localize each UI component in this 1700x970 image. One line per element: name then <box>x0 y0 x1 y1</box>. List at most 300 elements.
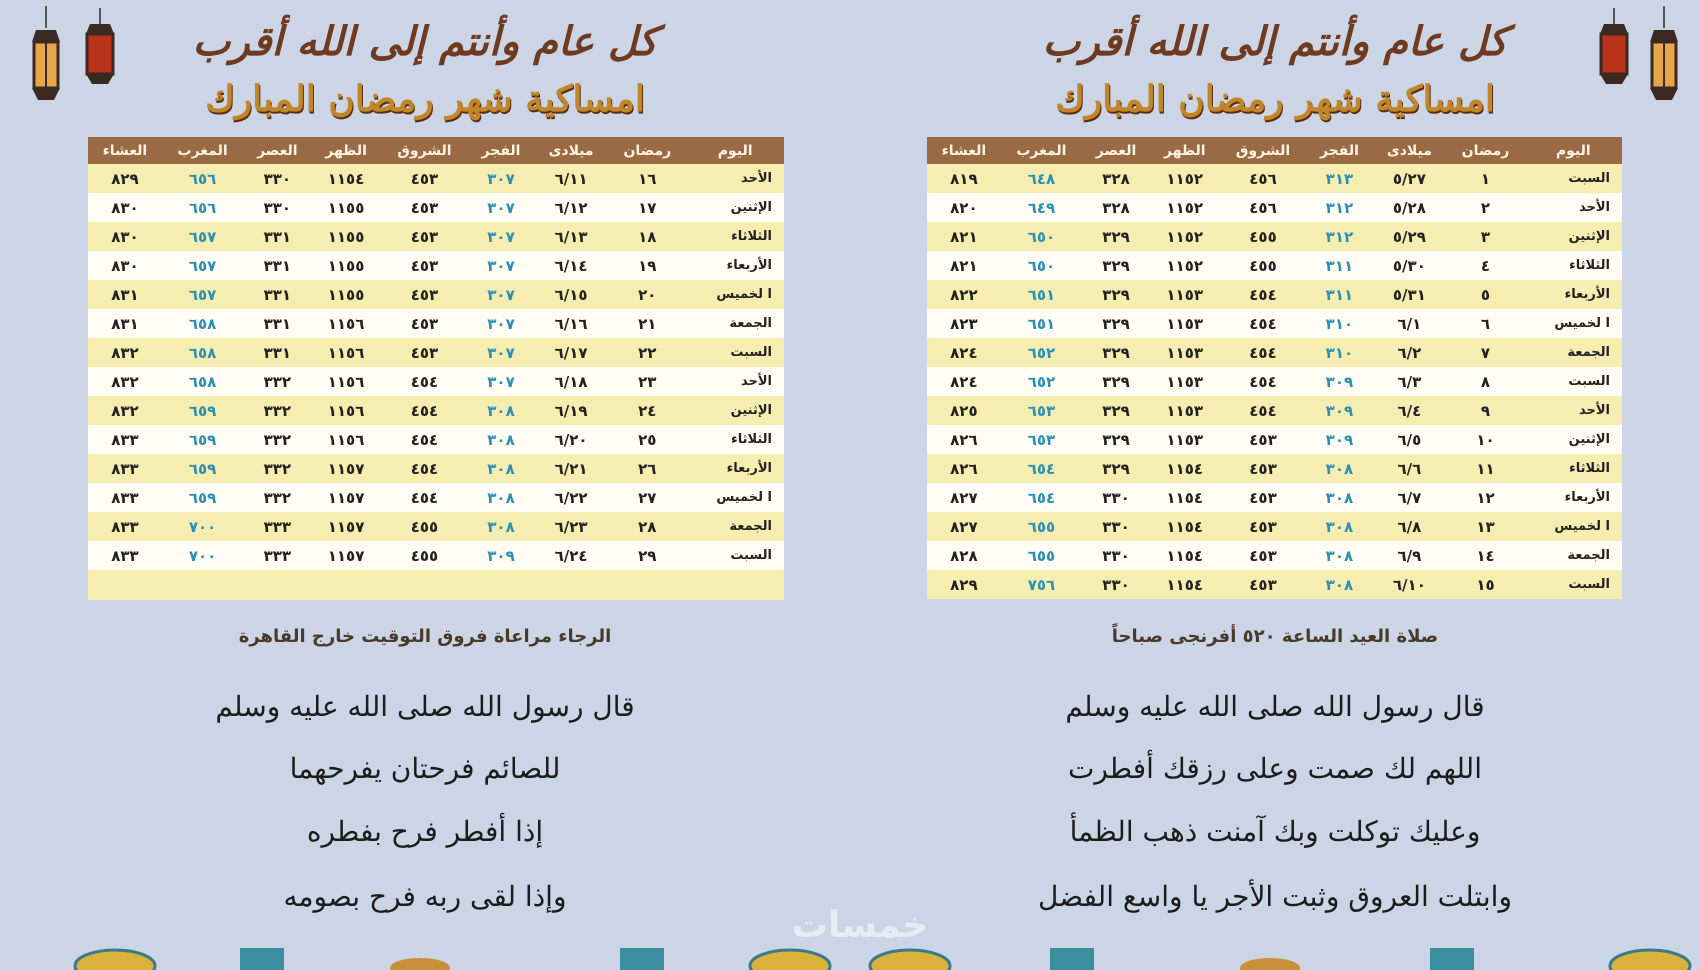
ramadan-cell: ٢٧ <box>608 483 686 512</box>
maghrib-cell: ٦٥٢ <box>1001 367 1082 396</box>
dhuhr-cell: ١١٥٥ <box>311 280 381 309</box>
timing-note: الرجاء مراعاة فروق التوقيت خارج القاهرة <box>238 626 612 647</box>
ramadan-cell: ٩ <box>1447 396 1525 425</box>
day-cell: ا لخميس <box>686 280 784 309</box>
table-row <box>88 425 784 454</box>
asr-cell: ٣٣٢ <box>243 425 311 454</box>
date-cell: ٦/٢٠ <box>534 425 608 454</box>
table-row <box>927 251 1622 280</box>
column-header: اليوم <box>1525 137 1622 164</box>
isha-cell: ٨٣٢ <box>88 338 162 367</box>
maghrib-cell: ٦٤٨ <box>1001 164 1082 193</box>
column-header: الشروق <box>1219 137 1306 164</box>
empty-cell <box>311 570 381 600</box>
ramadan-cell: ٢٥ <box>608 425 686 454</box>
maghrib-cell: ٧٥٦ <box>1001 570 1082 599</box>
day-cell: السبت <box>686 541 784 570</box>
table-row <box>88 454 784 483</box>
column-header: العشاء <box>88 137 162 164</box>
empty-cell <box>468 570 534 600</box>
fajr-cell: ٣٠٧ <box>468 338 534 367</box>
fajr-cell: ٣٠٨ <box>468 454 534 483</box>
day-cell: الإثنين <box>686 193 784 222</box>
column-header: الفجر <box>468 137 534 164</box>
fajr-cell: ٣٠٨ <box>1307 570 1373 599</box>
asr-cell: ٣٣٠ <box>1082 570 1150 599</box>
table-row <box>88 222 784 251</box>
table-row <box>927 222 1622 251</box>
date-cell: ٦/١ <box>1372 309 1446 338</box>
maghrib-cell: ٧٠٠ <box>162 541 243 570</box>
maghrib-cell: ٦٤٩ <box>1001 193 1082 222</box>
empty-cell <box>88 570 162 600</box>
day-cell: السبت <box>686 338 784 367</box>
dhuhr-cell: ١١٥٢ <box>1150 222 1220 251</box>
sunrise-cell: ٤٥٣ <box>381 193 468 222</box>
dhuhr-cell: ١١٥٦ <box>311 396 381 425</box>
maghrib-cell: ٦٥٥ <box>1001 512 1082 541</box>
table-row <box>88 541 784 570</box>
table-row <box>88 338 784 367</box>
sunrise-cell: ٤٥٣ <box>381 280 468 309</box>
table-row <box>927 483 1622 512</box>
empty-cell <box>534 570 608 600</box>
day-cell: الأحد <box>1525 396 1622 425</box>
column-header: الظهر <box>311 137 381 164</box>
sunrise-cell: ٤٥٣ <box>381 251 468 280</box>
asr-cell: ٣٢٩ <box>1082 396 1150 425</box>
maghrib-cell: ٦٥٧ <box>162 251 243 280</box>
page-title: امساكية شهر رمضان المبارك <box>205 78 645 120</box>
sunrise-cell: ٤٥٦ <box>1219 164 1306 193</box>
day-cell: الثلاثاء <box>1525 251 1622 280</box>
ramadan-cell: ٢٠ <box>608 280 686 309</box>
column-header: الفجر <box>1307 137 1373 164</box>
date-cell: ٦/١٨ <box>534 367 608 396</box>
day-cell: الأربعاء <box>686 251 784 280</box>
ramadan-cell: ٢٩ <box>608 541 686 570</box>
asr-cell: ٣٣٢ <box>243 396 311 425</box>
dhuhr-cell: ١١٥٧ <box>311 541 381 570</box>
greeting-calligraphy: كل عام وأنتم إلى الله أقرب <box>192 18 658 65</box>
table-row <box>88 367 784 396</box>
date-cell: ٦/١٥ <box>534 280 608 309</box>
dhuhr-cell: ١١٥٢ <box>1150 193 1220 222</box>
isha-cell: ٨٣٣ <box>88 483 162 512</box>
maghrib-cell: ٦٥٤ <box>1001 454 1082 483</box>
dhuhr-cell: ١١٥٣ <box>1150 338 1220 367</box>
fajr-cell: ٣٠٩ <box>1307 367 1373 396</box>
ramadan-cell: ٧ <box>1447 338 1525 367</box>
empty-cell <box>381 570 468 600</box>
fajr-cell: ٣٠٧ <box>468 222 534 251</box>
dhuhr-cell: ١١٥٦ <box>311 338 381 367</box>
isha-cell: ٨٢٧ <box>927 483 1001 512</box>
fajr-cell: ٣٠٩ <box>1307 425 1373 454</box>
maghrib-cell: ٦٥٤ <box>1001 483 1082 512</box>
table-row <box>927 193 1622 222</box>
isha-cell: ٨٣٢ <box>88 367 162 396</box>
ramadan-cell: ٢ <box>1447 193 1525 222</box>
sunrise-cell: ٤٥٣ <box>1219 425 1306 454</box>
empty-cell <box>686 570 784 600</box>
asr-cell: ٣٢٩ <box>1082 367 1150 396</box>
asr-cell: ٣٢٩ <box>1082 338 1150 367</box>
fajr-cell: ٣٠٨ <box>468 425 534 454</box>
day-cell: الأحد <box>686 164 784 193</box>
dhuhr-cell: ١١٥٤ <box>1150 570 1220 599</box>
isha-cell: ٨٢٣ <box>927 309 1001 338</box>
isha-cell: ٨٣٠ <box>88 222 162 251</box>
isha-cell: ٨٢٥ <box>927 396 1001 425</box>
maghrib-cell: ٦٥٦ <box>162 164 243 193</box>
asr-cell: ٣٣١ <box>243 338 311 367</box>
sunrise-cell: ٤٥٦ <box>1219 193 1306 222</box>
table-row <box>88 193 784 222</box>
ramadan-cell: ١ <box>1447 164 1525 193</box>
table-row <box>88 309 784 338</box>
maghrib-cell: ٦٥٧ <box>162 280 243 309</box>
table-row <box>927 164 1622 193</box>
ramadan-cell: ١١ <box>1447 454 1525 483</box>
date-cell: ٦/٢٢ <box>534 483 608 512</box>
isha-cell: ٨١٩ <box>927 164 1001 193</box>
table-row <box>927 367 1622 396</box>
day-cell: الجمعة <box>1525 338 1622 367</box>
dhuhr-cell: ١١٥٦ <box>311 425 381 454</box>
asr-cell: ٣٢٩ <box>1082 222 1150 251</box>
dhuhr-cell: ١١٥٤ <box>1150 483 1220 512</box>
day-cell: الأربعاء <box>1525 280 1622 309</box>
column-header: المغرب <box>162 137 243 164</box>
fajr-cell: ٣٠٧ <box>468 280 534 309</box>
sunrise-cell: ٤٥٤ <box>1219 396 1306 425</box>
maghrib-cell: ٦٥٠ <box>1001 222 1082 251</box>
ramadan-cell: ٣ <box>1447 222 1525 251</box>
asr-cell: ٣٣٣ <box>243 541 311 570</box>
maghrib-cell: ٦٥٥ <box>1001 541 1082 570</box>
maghrib-cell: ٦٥٨ <box>162 338 243 367</box>
day-cell: الثلاثاء <box>686 425 784 454</box>
date-cell: ٦/٣ <box>1372 367 1446 396</box>
table-row <box>927 396 1622 425</box>
dhuhr-cell: ١١٥٣ <box>1150 280 1220 309</box>
date-cell: ٦/١٧ <box>534 338 608 367</box>
column-header: اليوم <box>686 137 784 164</box>
sunrise-cell: ٤٥٤ <box>381 425 468 454</box>
fajr-cell: ٣١٠ <box>1307 309 1373 338</box>
date-cell: ٥/٣١ <box>1372 280 1446 309</box>
maghrib-cell: ٦٥٢ <box>1001 338 1082 367</box>
column-header: العشاء <box>927 137 1001 164</box>
asr-cell: ٣٢٩ <box>1082 454 1150 483</box>
day-cell: الثلاثاء <box>686 222 784 251</box>
day-cell: ا لخميس <box>1525 512 1622 541</box>
isha-cell: ٨٣٠ <box>88 251 162 280</box>
day-cell: الأحد <box>686 367 784 396</box>
dua-line: وعليك توكلت وبك آمنت ذهب الظمأ <box>1069 815 1481 848</box>
fajr-cell: ٣٠٨ <box>1307 483 1373 512</box>
day-cell: الثلاثاء <box>1525 454 1622 483</box>
asr-cell: ٣٣١ <box>243 251 311 280</box>
ramadan-cell: ١٢ <box>1447 483 1525 512</box>
sunrise-cell: ٤٥٣ <box>1219 541 1306 570</box>
page-title: امساكية شهر رمضان المبارك <box>1055 78 1495 120</box>
table-row <box>927 309 1622 338</box>
day-cell: الجمعة <box>686 512 784 541</box>
table-header-row <box>927 137 1622 164</box>
prayer-times-table <box>927 137 1622 599</box>
date-cell: ٦/٢١ <box>534 454 608 483</box>
sunrise-cell: ٤٥٣ <box>1219 483 1306 512</box>
isha-cell: ٨٣٣ <box>88 454 162 483</box>
isha-cell: ٨٢٩ <box>927 570 1001 599</box>
date-cell: ٦/٥ <box>1372 425 1446 454</box>
fajr-cell: ٣٠٨ <box>1307 512 1373 541</box>
sunrise-cell: ٤٥٣ <box>381 338 468 367</box>
isha-cell: ٨٣٢ <box>88 396 162 425</box>
asr-cell: ٣٣١ <box>243 222 311 251</box>
ramadan-cell: ٢٦ <box>608 454 686 483</box>
maghrib-cell: ٧٠٠ <box>162 512 243 541</box>
maghrib-cell: ٦٥٣ <box>1001 396 1082 425</box>
asr-cell: ٣٣١ <box>243 309 311 338</box>
empty-cell <box>243 570 311 600</box>
day-cell: الأربعاء <box>1525 483 1622 512</box>
empty-cell <box>162 570 243 600</box>
dhuhr-cell: ١١٥٥ <box>311 222 381 251</box>
fajr-cell: ٣٠٨ <box>468 396 534 425</box>
day-cell: الإثنين <box>686 396 784 425</box>
dhuhr-cell: ١١٥٥ <box>311 193 381 222</box>
date-cell: ٦/١٣ <box>534 222 608 251</box>
sunrise-cell: ٤٥٣ <box>381 164 468 193</box>
decorative-border <box>0 940 850 970</box>
prayer-times-table <box>88 137 784 600</box>
ramadan-cell: ١٠ <box>1447 425 1525 454</box>
eid-prayer-note: صلاة العيد الساعة ٥٢٠ أفرنجى صباحاً <box>1111 626 1439 647</box>
date-cell: ٦/١٩ <box>534 396 608 425</box>
date-cell: ٦/١٢ <box>534 193 608 222</box>
day-cell: الأربعاء <box>686 454 784 483</box>
isha-cell: ٨٣١ <box>88 309 162 338</box>
fajr-cell: ٣١١ <box>1307 280 1373 309</box>
asr-cell: ٣٢٨ <box>1082 164 1150 193</box>
date-cell: ٦/٨ <box>1372 512 1446 541</box>
isha-cell: ٨٣٣ <box>88 512 162 541</box>
table-row <box>88 396 784 425</box>
fajr-cell: ٣٠٨ <box>468 512 534 541</box>
maghrib-cell: ٦٥١ <box>1001 309 1082 338</box>
isha-cell: ٨٢٧ <box>927 512 1001 541</box>
dhuhr-cell: ١١٥٤ <box>1150 541 1220 570</box>
date-cell: ٦/٦ <box>1372 454 1446 483</box>
date-cell: ٥/٢٨ <box>1372 193 1446 222</box>
dhuhr-cell: ١١٥٦ <box>311 367 381 396</box>
greeting-calligraphy: كل عام وأنتم إلى الله أقرب <box>1042 18 1508 65</box>
table-row <box>88 512 784 541</box>
ramadan-cell: ١٣ <box>1447 512 1525 541</box>
dua-line: وابتلت العروق وثبت الأجر يا واسع الفضل <box>1038 880 1512 913</box>
fajr-cell: ٣١٣ <box>1307 164 1373 193</box>
asr-cell: ٣٣٠ <box>1082 541 1150 570</box>
ramadan-cell: ١٨ <box>608 222 686 251</box>
table-footer-row <box>88 570 784 600</box>
column-header: ميلادى <box>1372 137 1446 164</box>
ramadan-cell: ١٩ <box>608 251 686 280</box>
column-header: الشروق <box>381 137 468 164</box>
day-cell: الجمعة <box>1525 541 1622 570</box>
asr-cell: ٣٣٠ <box>243 193 311 222</box>
fajr-cell: ٣٠٧ <box>468 193 534 222</box>
dhuhr-cell: ١١٥٢ <box>1150 251 1220 280</box>
ramadan-cell: ٦ <box>1447 309 1525 338</box>
day-cell: الإثنين <box>1525 425 1622 454</box>
asr-cell: ٣٢٩ <box>1082 309 1150 338</box>
table-row <box>88 164 784 193</box>
sunrise-cell: ٤٥٣ <box>1219 512 1306 541</box>
date-cell: ٦/١٦ <box>534 309 608 338</box>
maghrib-cell: ٦٥٧ <box>162 222 243 251</box>
sunrise-cell: ٤٥٤ <box>381 396 468 425</box>
table-row <box>927 338 1622 367</box>
maghrib-cell: ٦٥٨ <box>162 309 243 338</box>
asr-cell: ٣٣٠ <box>1082 483 1150 512</box>
isha-cell: ٨٢٤ <box>927 367 1001 396</box>
dua-line: قال رسول الله صلى الله عليه وسلم <box>1065 690 1485 723</box>
ramadan-cell: ١٧ <box>608 193 686 222</box>
asr-cell: ٣٣٠ <box>243 164 311 193</box>
isha-cell: ٨٢١ <box>927 251 1001 280</box>
day-cell: السبت <box>1525 367 1622 396</box>
sunrise-cell: ٤٥٤ <box>381 367 468 396</box>
day-cell: الأحد <box>1525 193 1622 222</box>
ramadan-cell: ١٤ <box>1447 541 1525 570</box>
dua-line: اللهم لك صمت وعلى رزقك أفطرت <box>1067 752 1482 785</box>
dhuhr-cell: ١١٥٥ <box>311 251 381 280</box>
sunrise-cell: ٤٥٥ <box>1219 222 1306 251</box>
asr-cell: ٣٣٠ <box>1082 512 1150 541</box>
fajr-cell: ٣٠٧ <box>468 251 534 280</box>
hadith-line: إذا أفطر فرح بفطره <box>306 815 544 848</box>
ramadan-cell: ٢١ <box>608 309 686 338</box>
fajr-cell: ٣١٠ <box>1307 338 1373 367</box>
table-row <box>88 280 784 309</box>
table-header-row <box>88 137 784 164</box>
date-cell: ٦/٢ <box>1372 338 1446 367</box>
date-cell: ٦/١٠ <box>1372 570 1446 599</box>
isha-cell: ٨٢٩ <box>88 164 162 193</box>
asr-cell: ٣٣١ <box>243 280 311 309</box>
ramadan-cell: ١٦ <box>608 164 686 193</box>
ramadan-cell: ٢٣ <box>608 367 686 396</box>
asr-cell: ٣٢٩ <box>1082 425 1150 454</box>
column-header: العصر <box>243 137 311 164</box>
maghrib-cell: ٦٥٩ <box>162 483 243 512</box>
fajr-cell: ٣١٢ <box>1307 222 1373 251</box>
isha-cell: ٨٢٨ <box>927 541 1001 570</box>
dhuhr-cell: ١١٥٢ <box>1150 164 1220 193</box>
column-header: الظهر <box>1150 137 1220 164</box>
day-cell: السبت <box>1525 570 1622 599</box>
isha-cell: ٨٢٤ <box>927 338 1001 367</box>
dhuhr-cell: ١١٥٧ <box>311 512 381 541</box>
asr-cell: ٣٢٩ <box>1082 280 1150 309</box>
asr-cell: ٣٣٢ <box>243 367 311 396</box>
sunrise-cell: ٤٥٣ <box>381 222 468 251</box>
fajr-cell: ٣١٢ <box>1307 193 1373 222</box>
ramadan-cell: ٥ <box>1447 280 1525 309</box>
maghrib-cell: ٦٥١ <box>1001 280 1082 309</box>
maghrib-cell: ٦٥٣ <box>1001 425 1082 454</box>
table-row <box>927 280 1622 309</box>
sunrise-cell: ٤٥٤ <box>1219 280 1306 309</box>
dhuhr-cell: ١١٥٤ <box>311 164 381 193</box>
date-cell: ٥/٢٩ <box>1372 222 1446 251</box>
column-header: ميلادى <box>534 137 608 164</box>
isha-cell: ٨٢١ <box>927 222 1001 251</box>
isha-cell: ٨٣٣ <box>88 425 162 454</box>
date-cell: ٦/٩ <box>1372 541 1446 570</box>
fajr-cell: ٣١١ <box>1307 251 1373 280</box>
fajr-cell: ٣٠٩ <box>468 541 534 570</box>
date-cell: ٦/١١ <box>534 164 608 193</box>
ramadan-cell: ٨ <box>1447 367 1525 396</box>
asr-cell: ٣٣٢ <box>243 454 311 483</box>
fajr-cell: ٣٠٧ <box>468 164 534 193</box>
hadith-line: وإذا لقى ربه فرح بصومه <box>283 880 567 913</box>
date-cell: ٦/٢٤ <box>534 541 608 570</box>
fajr-cell: ٣٠٧ <box>468 309 534 338</box>
table-row <box>927 425 1622 454</box>
dhuhr-cell: ١١٥٤ <box>1150 454 1220 483</box>
column-header: المغرب <box>1001 137 1082 164</box>
date-cell: ٦/٧ <box>1372 483 1446 512</box>
fajr-cell: ٣٠٨ <box>1307 454 1373 483</box>
hadith-line: قال رسول الله صلى الله عليه وسلم <box>215 690 635 723</box>
dhuhr-cell: ١١٥٦ <box>311 309 381 338</box>
isha-cell: ٨٣١ <box>88 280 162 309</box>
dhuhr-cell: ١١٥٤ <box>1150 512 1220 541</box>
column-header: العصر <box>1082 137 1150 164</box>
asr-cell: ٣٣٢ <box>243 483 311 512</box>
maghrib-cell: ٦٥٩ <box>162 454 243 483</box>
date-cell: ٦/٢٣ <box>534 512 608 541</box>
sunrise-cell: ٤٥٣ <box>381 309 468 338</box>
sunrise-cell: ٤٥٥ <box>1219 251 1306 280</box>
sunrise-cell: ٤٥٤ <box>1219 338 1306 367</box>
dhuhr-cell: ١١٥٣ <box>1150 309 1220 338</box>
empty-cell <box>608 570 686 600</box>
watermark: خمسات <box>791 905 929 946</box>
dhuhr-cell: ١١٥٧ <box>311 483 381 512</box>
day-cell: ا لخميس <box>686 483 784 512</box>
sunrise-cell: ٤٥٥ <box>381 541 468 570</box>
date-cell: ٦/١٤ <box>534 251 608 280</box>
sunrise-cell: ٤٥٣ <box>1219 570 1306 599</box>
sunrise-cell: ٤٥٤ <box>1219 309 1306 338</box>
maghrib-cell: ٦٥٨ <box>162 367 243 396</box>
isha-cell: ٨٣٠ <box>88 193 162 222</box>
table-row <box>927 512 1622 541</box>
fajr-cell: ٣٠٧ <box>468 367 534 396</box>
maghrib-cell: ٦٥٠ <box>1001 251 1082 280</box>
maghrib-cell: ٦٥٩ <box>162 425 243 454</box>
table-row <box>927 570 1622 599</box>
sunrise-cell: ٤٥٤ <box>381 483 468 512</box>
right-panel <box>850 0 1700 970</box>
column-header: رمضان <box>608 137 686 164</box>
